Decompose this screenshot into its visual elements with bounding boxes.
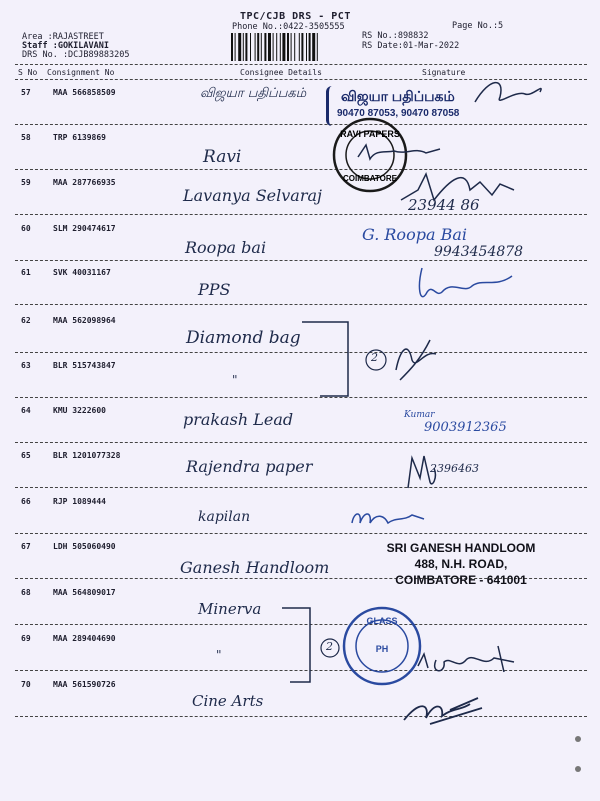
drs-number: DRS No. :DCJB89883205	[22, 50, 130, 60]
row-sno: 65	[21, 451, 31, 460]
stamp-ganesh-line3: COIMBATORE - 641001	[395, 573, 527, 587]
row-consignment: MAA 561590726	[53, 680, 116, 689]
row-consignee-name: விஜயா பதிப்பகம்	[200, 86, 307, 101]
stamp-ganesh-line1: SRI GANESH HANDLOOM	[386, 541, 536, 555]
stamp-glass-line1: GLASS	[366, 616, 398, 626]
handwritten-number-65: 2396463	[430, 462, 479, 475]
signature-69	[414, 640, 524, 680]
stamp-ravi-line2: COIMBATORE	[343, 174, 397, 183]
row-sno: 66	[21, 497, 31, 506]
row-consignment: RJP 1089444	[53, 497, 106, 506]
row-consignment: SVK 40031167	[53, 268, 111, 277]
phone-number: Phone No.:0422-3505555	[232, 22, 345, 32]
row-consignment: KMU 3222600	[53, 406, 106, 415]
stamp-ravi-line1: RAVI PAPERS	[340, 129, 400, 139]
row-divider	[15, 487, 587, 488]
column-sno: S No	[18, 68, 38, 77]
row-consignment: MAA 566858509	[53, 88, 116, 97]
column-consignment: Consignment No	[47, 68, 115, 77]
row-consignment: MAA 287766935	[53, 178, 116, 187]
row-divider	[15, 124, 587, 125]
signature-61	[412, 258, 522, 308]
margin-speck	[575, 766, 581, 772]
row-sno: 67	[21, 542, 31, 551]
page-number: Page No.:5	[452, 21, 504, 31]
signature-70	[400, 690, 500, 730]
row-consignment: SLM 290474617	[53, 224, 116, 233]
row-consignee-name: "	[216, 648, 222, 662]
handwritten-label-64: Kumar	[404, 410, 435, 420]
row-sno: 58	[21, 133, 31, 142]
rs-date: RS Date:01-Mar-2022	[362, 41, 460, 51]
handwritten-phone-60: 9943454878	[434, 244, 524, 260]
glass-stamp	[340, 604, 424, 688]
row-consignee-name: Diamond bag	[186, 328, 301, 348]
row-sno: 63	[21, 361, 31, 370]
row-consignment: MAA 564809017	[53, 588, 116, 597]
row-sno: 69	[21, 634, 31, 643]
row-sno: 61	[21, 268, 31, 277]
signature-57	[470, 72, 550, 112]
row-consignee-name: Cine Arts	[192, 692, 264, 710]
area-label: Area :RAJASTREET	[22, 32, 104, 42]
barcode	[230, 33, 356, 61]
row-consignment: LDH 505060490	[53, 542, 116, 551]
row-consignment: TRP 6139869	[53, 133, 106, 142]
stamp-ganesh-line2: 488, N.H. ROAD,	[414, 557, 508, 571]
row-consignee-name: Ganesh Handloom	[180, 558, 330, 577]
signature-66	[348, 505, 428, 535]
handwritten-number-59: 23944 86	[408, 196, 480, 214]
bracket-note-68: 2	[326, 640, 333, 653]
row-divider	[15, 533, 587, 534]
signature-60: G. Roopa Bai	[362, 225, 467, 244]
row-consignee-name: PPS	[198, 280, 231, 299]
stamp-vijaya-phone: 90470 87053, 90470 87058	[337, 108, 460, 119]
row-sno: 59	[21, 178, 31, 187]
row-sno: 62	[21, 316, 31, 325]
row-consignment: BLR 515743847	[53, 361, 116, 370]
row-consignee-name: "	[232, 373, 238, 387]
handwritten-phone-64: 9003912365	[424, 420, 507, 435]
row-consignment: MAA 289404690	[53, 634, 116, 643]
row-sno: 68	[21, 588, 31, 597]
row-consignee-name: Rajendra paper	[186, 457, 313, 476]
row-consignment: BLR 1201077328	[53, 451, 121, 460]
row-consignment: MAA 562098964	[53, 316, 116, 325]
row-consignee-name: Roopa bai	[185, 238, 267, 257]
report-title: TPC/CJB DRS - PCT	[240, 11, 351, 22]
margin-speck	[575, 736, 581, 742]
column-details: Consignee Details	[240, 68, 322, 77]
bracket-note-62: 2	[371, 351, 378, 364]
stamp-vijaya-title: விஜயா பதிப்பகம்	[341, 88, 455, 104]
divider	[15, 64, 587, 65]
row-sno: 64	[21, 406, 31, 415]
bracket-62-63	[300, 320, 440, 400]
row-sno: 70	[21, 680, 31, 689]
row-sno: 57	[21, 88, 31, 97]
row-sno: 60	[21, 224, 31, 233]
row-divider	[15, 442, 587, 443]
column-signature: Signature	[422, 68, 466, 77]
row-divider	[15, 214, 587, 215]
stamp-glass-line2: PH	[375, 644, 389, 654]
rs-number: RS No.:898832	[362, 31, 429, 41]
row-consignee-name: Minerva	[198, 600, 262, 618]
row-divider	[15, 716, 587, 717]
staff-label: Staff :GOKILAVANI	[22, 41, 109, 51]
row-consignee-name: Ravi	[203, 147, 242, 167]
row-consignee-name: prakash Lead	[183, 410, 294, 429]
row-consignee-name: Lavanya Selvaraj	[183, 186, 322, 205]
row-consignee-name: kapilan	[198, 509, 251, 525]
